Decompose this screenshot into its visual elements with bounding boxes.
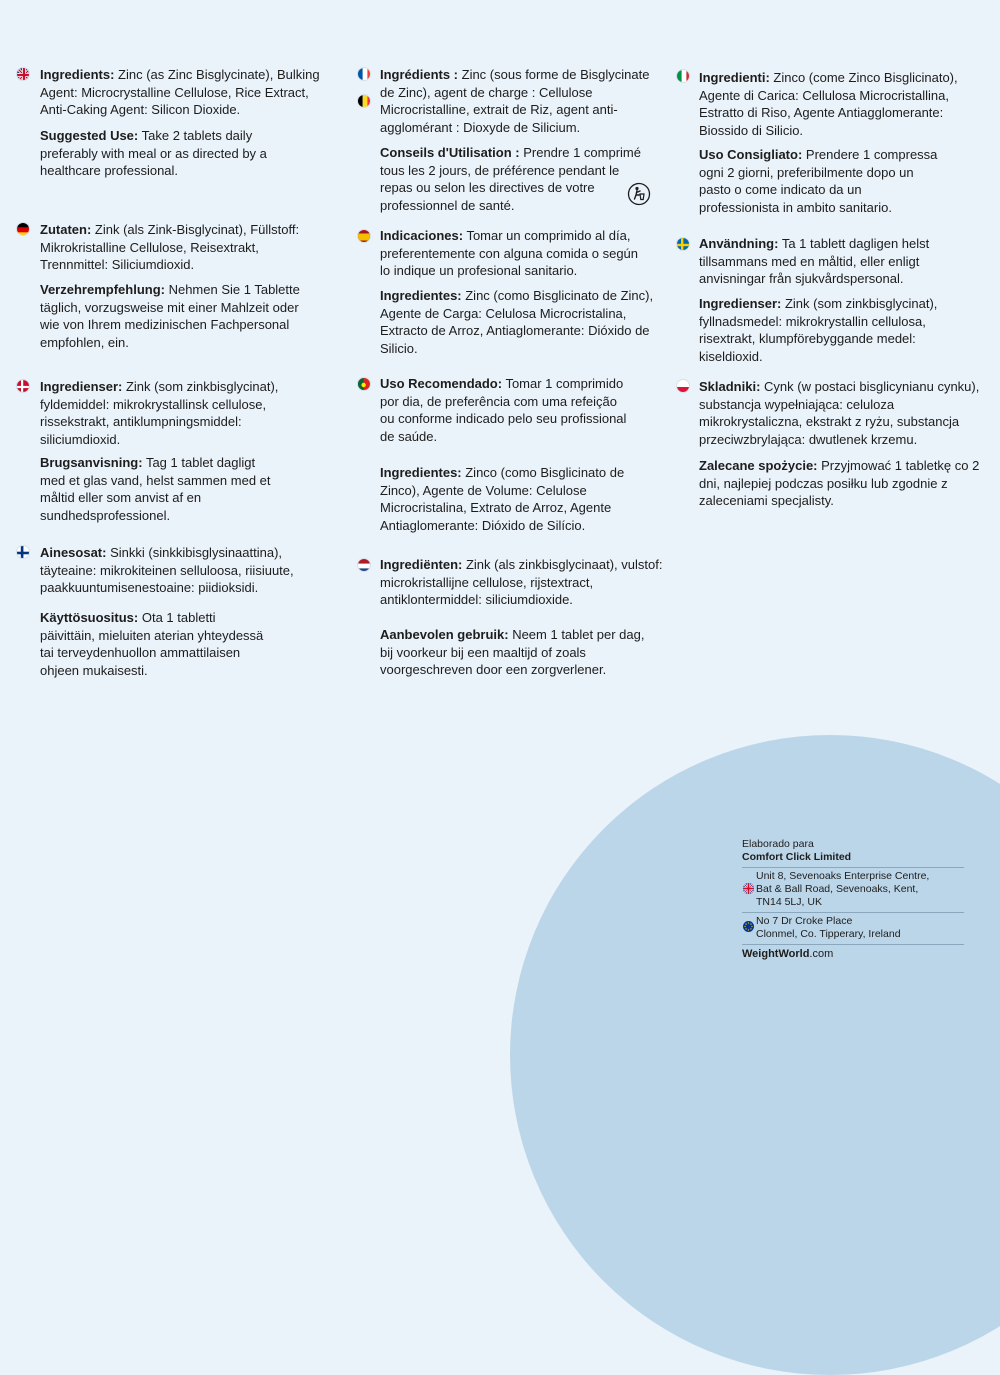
website-url[interactable]	[742, 948, 964, 961]
text: Tomar un comprimido al día, preferentemente con alguna comida o según lo indique un profesional sanitario.	[380, 228, 639, 278]
label: Ingrediënten:	[380, 557, 463, 572]
label: Zalecane spożycie:	[699, 458, 818, 473]
text: Ota 1 tabletti päivittäin, mieluiten aterian yhteydessä tai terveydenhuollon ammattilaisen ohjeen mukaisesti.	[40, 610, 264, 678]
text: Zink (som zinkbisglycinat), fyllnadsmedel: mikrokrystallin cellulosa, risextrakt, klumpförebyggande medel: kiseldioxid.	[699, 296, 938, 364]
eu-address-line: No 7 Dr Croke Place	[756, 915, 853, 927]
se-ingredients	[699, 295, 954, 365]
poland-flag-icon	[676, 379, 690, 393]
pt-suggested-use	[380, 375, 630, 445]
text: Zink (als Zink-Bisglycinat), Füllstoff: Mikrokristalline Cellulose, Reisextrakt, Trennmittel: Siliciumdioxid.	[40, 222, 300, 272]
finland-flag-icon	[16, 545, 30, 559]
denmark-flag-icon	[16, 379, 30, 393]
es-ingredients	[380, 287, 660, 357]
domain-suffix: .com	[809, 948, 834, 960]
fr-suggested-use	[380, 144, 645, 214]
text: Zinc (como Bisglicinato de Zinc), Agente de Carga: Celulosa Microcristalina, Extracto de Arroz, Antiaglomerante: Dióxido de Silicio.	[380, 288, 654, 356]
manufacturer-imprint	[742, 838, 964, 961]
pl-suggested-use	[699, 457, 984, 510]
text: Sinkki (sinkkibisglysinaattina), täyteaine: mikrokiteinen selluloosa, riisiuute, paakkuuntumisenestoaine: piidioksidi.	[40, 545, 294, 595]
label: Ingredients:	[40, 67, 115, 82]
text: Tomar 1 comprimido por dia, de preferência com uma refeição ou conforme indicado pelo seu profissional de saúde.	[380, 376, 627, 444]
sweden-flag-icon	[676, 237, 690, 251]
text: Zink (als zinkbisglycinaat), vulstof: microkristallijne cellulose, rijstextract, antiklontermiddel: siliciumdioxide.	[380, 557, 663, 607]
label: Ainesosat:	[40, 545, 107, 560]
label: Ingredienti:	[699, 70, 770, 85]
pt-ingredients	[380, 464, 650, 534]
italy-flag-icon	[676, 69, 690, 83]
eu-flag-icon	[743, 921, 754, 932]
brand-name: WeightWorld	[742, 948, 810, 960]
label: Uso Recomendado:	[380, 376, 503, 391]
dk-suggested-use	[40, 454, 275, 524]
label: Zutaten:	[40, 222, 92, 237]
text: Zinco (como Bisglicinato de Zinco), Agente de Volume: Celulose Microcristalina, Extrato de Arroz, Agente Antiaglomerante: Dióxido de Silício.	[380, 465, 625, 533]
label: Användning:	[699, 236, 779, 251]
text: Neem 1 tablet per dag, bij voorkeur bij een maaltijd of zoals voorgeschreven door een zorgverlener.	[380, 627, 645, 677]
uk-address-line: Unit 8, Sevenoaks Enterprise Centre,	[756, 870, 930, 882]
spain-flag-icon	[357, 229, 371, 243]
text: Cynk (w postaci bisglicynianu cynku), substancja wypełniająca: celuloza mikrokrystaliczna, ekstrakt z ryżu, substancja przeciwzbrylająca: dwutlenek krzemu.	[699, 379, 980, 447]
it-suggested-use	[699, 146, 944, 216]
label: Conseils d'Utilisation :	[380, 145, 520, 160]
label: Brugsanvisning:	[40, 455, 143, 470]
made-for-label: Elaborado para	[742, 838, 814, 850]
de-ingredients	[40, 221, 315, 274]
netherlands-flag-icon	[357, 558, 371, 572]
text: Ta 1 tablett dagligen helst tillsammans med en måltid, eller enligt anvisningar från sjukvårdspersonal.	[699, 236, 930, 286]
fi-suggested-use	[40, 609, 265, 679]
dk-ingredients	[40, 378, 300, 448]
label: Aanbevolen gebruik:	[380, 627, 509, 642]
text: Prendre 1 comprimé tous les 2 jours, de préférence pendant le repas ou selon les directives de votre professionnel de santé.	[380, 145, 641, 213]
label: Uso Consigliato:	[699, 147, 803, 162]
se-suggested-use	[699, 235, 954, 288]
text: Zinc (as Zinc Bisglycinate), Bulking Agent: Microcrystalline Cellulose, Rice Extract, Anti-Caking Agent: Silicon Dioxide.	[40, 67, 320, 117]
divider	[742, 912, 964, 913]
eu-address-line: Clonmel, Co. Tipperary, Ireland	[756, 928, 901, 940]
decorative-circle	[510, 735, 1000, 1375]
text: Tag 1 tablet dagligt med et glas vand, helst sammen med et måltid eller som anvist af en sundhedsprofessionel.	[40, 455, 271, 523]
en-suggested-use	[40, 127, 310, 180]
fi-ingredients	[40, 544, 305, 597]
text: Zinc (sous forme de Bisglycinate de Zinc), agent de charge : Cellulose Microcristalline, extrait de Riz, agent anti-agglomérant : Dioxyde de Silicium.	[380, 67, 650, 135]
label: Ingredienser:	[40, 379, 123, 394]
label: Suggested Use:	[40, 128, 139, 143]
text: Nehmen Sie 1 Tablette täglich, vorzugsweise mit einer Mahlzeit oder wie von Ihrem medizinischen Fachpersonal empfohlen, ein.	[40, 282, 300, 350]
fr-ingredients	[380, 66, 660, 136]
france-flag-icon	[357, 67, 371, 81]
eu-address	[742, 915, 964, 941]
text: Zinco (come Zinco Bisglicinato), Agente di Carica: Cellulosa Microcristallina, Estratto di Riso, Agente Antiagglomerante: Biossido di Silicio.	[699, 70, 958, 138]
uk-address	[742, 870, 964, 909]
text: Take 2 tablets daily preferably with meal or as directed by a healthcare professional.	[40, 128, 267, 178]
label: Ingredientes:	[380, 288, 462, 303]
de-suggested-use	[40, 281, 310, 351]
nl-ingredients	[380, 556, 680, 609]
uk-address-line: TN14 5LJ, UK	[756, 896, 822, 908]
divider	[742, 867, 964, 868]
label: Ingredienser:	[699, 296, 782, 311]
pl-ingredients	[699, 378, 994, 448]
label: Käyttösuositus:	[40, 610, 139, 625]
divider	[742, 944, 964, 945]
text: Zink (som zinkbisglycinat), fyldemiddel: mikrokrystallinsk cellulose, rissekstrakt, antiklumpningsmiddel: siliciumdioxid.	[40, 379, 279, 447]
it-ingredients	[699, 69, 979, 139]
company-name: Comfort Click Limited	[742, 851, 852, 863]
label: Skladniki:	[699, 379, 761, 394]
belgium-flag-icon	[357, 94, 371, 108]
label: Ingrédients :	[380, 67, 459, 82]
uk-flag-icon	[16, 67, 30, 81]
label: Ingredientes:	[380, 465, 462, 480]
text: Prendere 1 compressa ogni 2 giorni, preferibilmente dopo un pasto o come indicato da un professionista in ambito sanitario.	[699, 147, 938, 215]
en-ingredients	[40, 66, 330, 119]
uk-address-line: Bat & Ball Road, Sevenoaks, Kent,	[756, 883, 919, 895]
uk-flag-icon	[743, 883, 754, 894]
text: Przyjmować 1 tabletkę co 2 dni, najlepiej podczas posiłku lub zgodnie z zaleceniami specjalisty.	[699, 458, 980, 508]
portugal-flag-icon	[357, 377, 371, 391]
label: Indicaciones:	[380, 228, 464, 243]
label: Verzehrempfehlung:	[40, 282, 165, 297]
es-suggested-use	[380, 227, 650, 280]
tidyman-recycle-icon	[627, 182, 651, 206]
nl-suggested-use	[380, 626, 645, 679]
germany-flag-icon	[16, 222, 30, 236]
